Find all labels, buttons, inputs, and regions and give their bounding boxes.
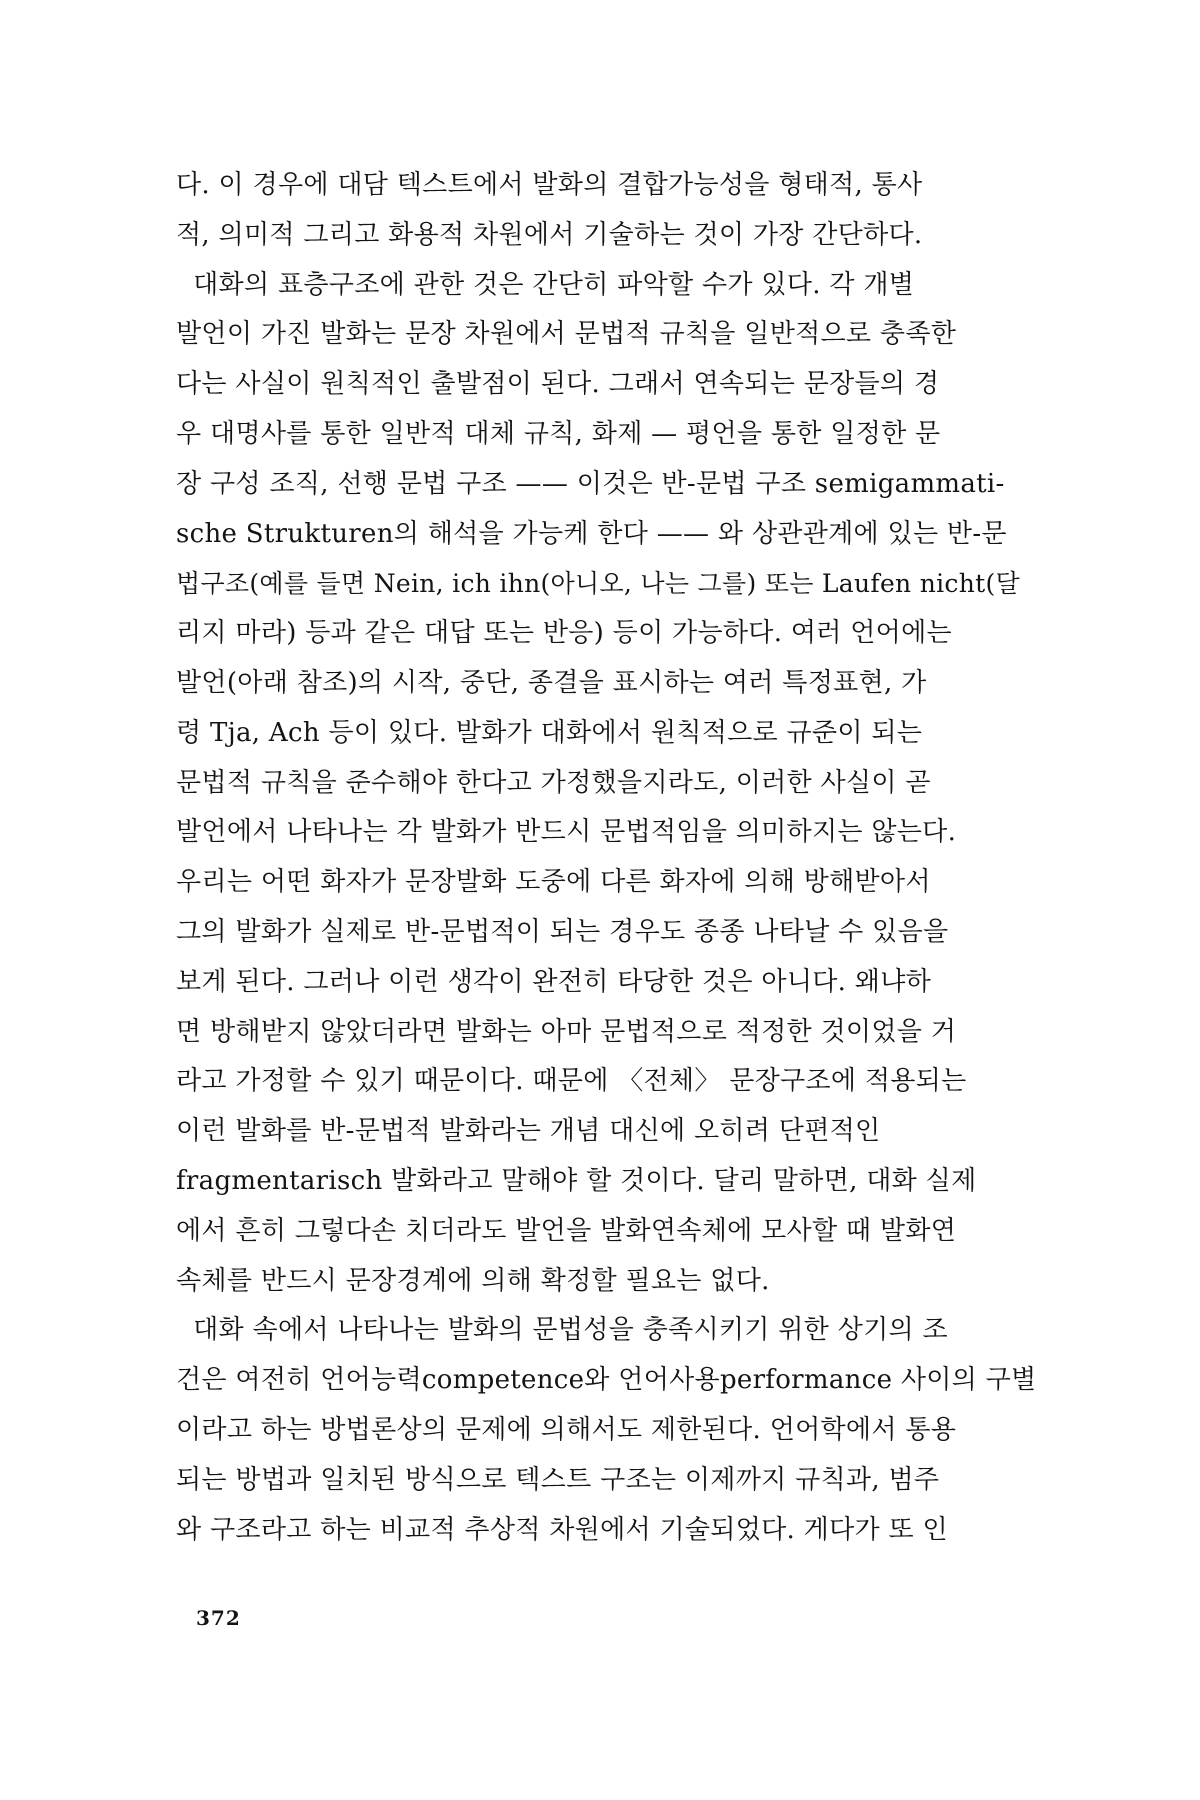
text-line: sche Strukturen의 해석을 가능케 한다 —— 와 상관관계에 있는 반-문 bbox=[176, 518, 1007, 549]
text-line: 문법적 규칙을 준수해야 한다고 가정했을지라도, 이러한 사실이 곧 bbox=[176, 767, 931, 798]
text-line: 와 구조라고 하는 비교적 추상적 차원에서 기술되었다. 게다가 또 인 bbox=[176, 1514, 948, 1545]
text-line: 그의 발화가 실제로 반-문법적이 되는 경우도 종종 나타날 수 있음을 bbox=[176, 916, 949, 947]
text-line: 발언에서 나타나는 각 발화가 반드시 문법적임을 의미하지는 않는다. bbox=[176, 817, 957, 848]
text-line: 다. 이 경우에 대담 텍스트에서 발화의 결합가능성을 형태적, 통사 bbox=[176, 170, 923, 200]
text-line: 에서 흔히 그렇다손 치더라도 발언을 발화연속체에 모사할 때 발화연 bbox=[176, 1215, 957, 1246]
text-line: 법구조(예를 들면 Nein, ich ihn(아니오, 나는 그를) 또는 Laufen nicht(달 bbox=[176, 569, 1020, 599]
text-line: 이라고 하는 방법론상의 문제에 의해서도 제한된다. 언어학에서 통용 bbox=[176, 1414, 957, 1445]
text-line: 우리는 어떤 화자가 문장발화 도중에 다른 화자에 의해 방해받아서 bbox=[176, 867, 931, 898]
text-line: 발언이 가진 발화는 문장 차원에서 문법적 규칙을 일반적으로 충족한 bbox=[176, 319, 957, 350]
text-line: 령 Tja, Ach 등이 있다. 발화가 대화에서 원칙적으로 규준이 되는 bbox=[176, 717, 923, 748]
text-line: 다는 사실이 원칙적인 출발점이 된다. 그래서 연속되는 문장들의 경 bbox=[176, 369, 940, 400]
page-number: 372 bbox=[196, 1606, 241, 1630]
text-line: 적, 의미적 그리고 화용적 차원에서 기술하는 것이 가장 간단하다. bbox=[176, 219, 923, 250]
text-line: 대화의 표층구조에 관한 것은 간단히 파악할 수가 있다. 각 개별 bbox=[176, 269, 915, 300]
text-line: 리지 마라) 등과 같은 대답 또는 반응) 등이 가능하다. 여러 언어에는 bbox=[176, 618, 952, 649]
text-line: 발언(아래 참조)의 시작, 중단, 종결을 표시하는 여러 특정표현, 가 bbox=[176, 667, 927, 698]
text-line: 되는 방법과 일치된 방식으로 텍스트 구조는 이제까지 규칙과, 범주 bbox=[176, 1464, 940, 1495]
text-line: fragmentarisch 발화라고 말해야 할 것이다. 달리 말하면, 대화 실제 bbox=[176, 1165, 977, 1196]
text-line: 이런 발화를 반-문법적 발화라는 개념 대신에 오히려 단편적인 bbox=[176, 1116, 881, 1147]
text-line: 우 대명사를 통한 일반적 대체 규칙, 화제 — 평언을 통한 일정한 문 bbox=[176, 418, 941, 449]
text-line: 속체를 반드시 문장경계에 의해 확정할 필요는 없다. bbox=[176, 1265, 770, 1296]
text-line: 면 방해받지 않았더라면 발화는 아마 문법적으로 적정한 것이었을 거 bbox=[176, 1016, 957, 1047]
text-line: 보게 된다. 그러나 이런 생각이 완전히 타당한 것은 아니다. 왜냐하 bbox=[176, 966, 932, 997]
text-line: 대화 속에서 나타나는 발화의 문법성을 충족시키기 위한 상기의 조 bbox=[176, 1315, 948, 1346]
text-line: 건은 여전히 언어능력competence와 언어사용performance 사이의 구별 bbox=[176, 1365, 1037, 1396]
text-line: 라고 가정할 수 있기 때문이다. 때문에 〈전체〉 문장구조에 적용되는 bbox=[176, 1066, 967, 1097]
text-line: 장 구성 조직, 선행 문법 구조 —— 이것은 반-문법 구조 semigammati- bbox=[176, 468, 1005, 499]
body-text bbox=[176, 161, 1036, 1555]
